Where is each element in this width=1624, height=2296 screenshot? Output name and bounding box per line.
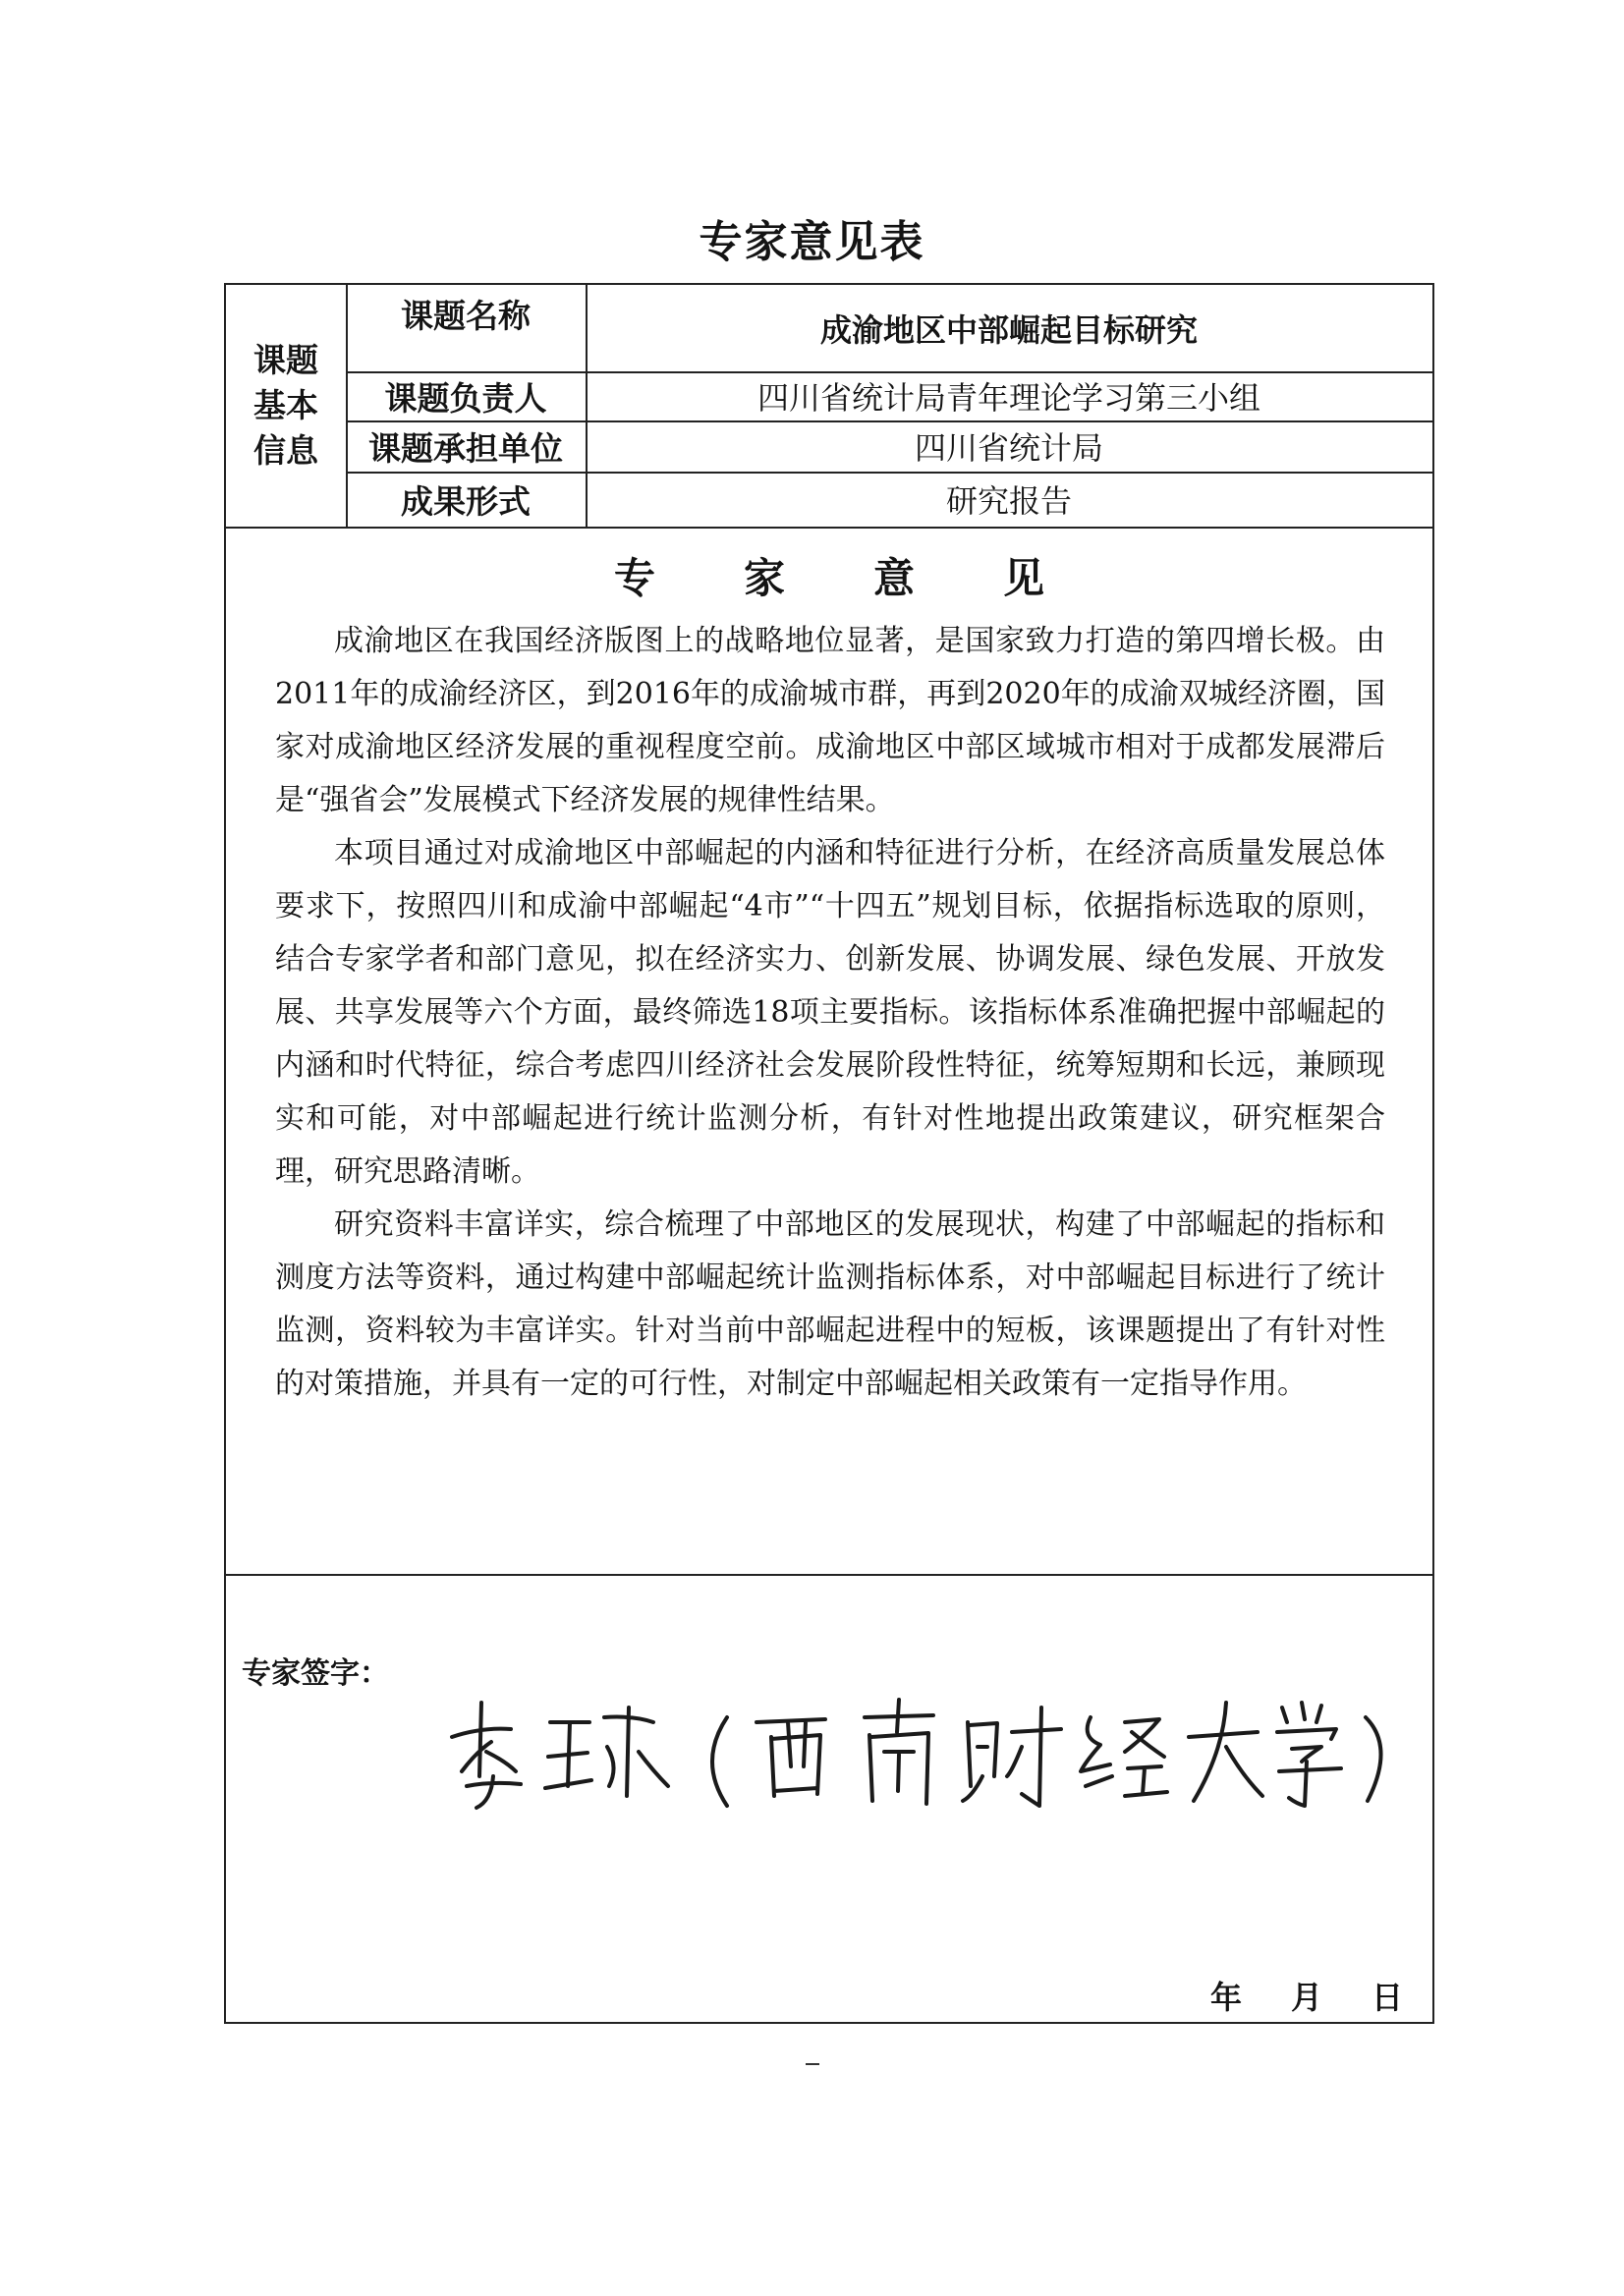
date-month-label: 月 xyxy=(1290,1979,1322,2016)
document-title: 专家意见表 xyxy=(699,217,925,267)
topic-unit-label xyxy=(346,420,586,472)
handwritten-signature-continued xyxy=(1356,1678,1432,1816)
opinion-body xyxy=(275,615,1385,1411)
result-form-value-text: 研究报告 xyxy=(945,482,1072,520)
topic-name-label-text: 课题名称 xyxy=(401,296,531,335)
topic-name-value-text: 成渝地区中部崛起目标研究 xyxy=(819,311,1198,349)
grid-line xyxy=(226,1574,1432,1576)
result-form-label xyxy=(346,472,586,527)
opinion-paragraph: 成渝地区在我国经济版图上的战略地位显著，是国家致力打造的第四增长极。由2011年的成渝经济区，到2016年的成渝城市群，再到2020年的成渝双城经济圈，国家对成渝地区经济发展的重视程度空前。成渝地区中部区域城市相对于成都发展滞后是“强省会”发展模式下经济发展的规律性结果。 xyxy=(275,624,1385,817)
date-year-label: 年 xyxy=(1209,1979,1242,2016)
topic-unit-value xyxy=(586,420,1432,472)
basic-info-group-label-text: 课题基本信息 xyxy=(253,341,318,470)
topic-leader-value xyxy=(586,371,1432,420)
expert-opinion-form xyxy=(224,283,1434,2024)
topic-unit-label-text: 课题承担单位 xyxy=(368,428,563,468)
date-row xyxy=(1161,1973,1403,2018)
basic-info-group-label xyxy=(226,285,346,527)
topic-name-label xyxy=(346,291,586,336)
topic-unit-value-text: 四川省统计局 xyxy=(914,429,1103,467)
result-form-value xyxy=(586,472,1432,527)
topic-name-value xyxy=(586,285,1432,371)
opinion-paragraph: 本项目通过对成渝地区中部崛起的内涵和特征进行分析，在经济高质量发展总体要求下，按照四川和成渝中部崛起“4市”“十四五”规划目标，依据指标选取的原则，结合专家学者和部门意见，拟在经济实力、创新发展、协调发展、绿色发展、开放发展、共享发展等六个方面，最终筛选18项主要指标。该指标体系准确把握中部崛起的内涵和时代特征，综合考虑四川经济社会发展阶段性特征，统筹短期和长远，兼顾现实和可能，对中部崛起进行统计监测分析，有针对性地提出政策建议，研究框架合理，研究思路清晰。 xyxy=(275,836,1385,1189)
topic-leader-label-text: 课题负责人 xyxy=(384,378,547,418)
handwritten-signature xyxy=(432,1678,1356,1816)
page-mark xyxy=(806,2063,819,2065)
signature-label: 专家签字： xyxy=(242,1656,389,1691)
result-form-label-text: 成果形式 xyxy=(401,481,531,521)
date-day-label: 日 xyxy=(1371,1979,1403,2016)
opinion-paragraph: 研究资料丰富详实，综合梳理了中部地区的发展现状，构建了中部崛起的指标和测度方法等资料，通过构建中部崛起统计监测指标体系，对中部崛起目标进行了统计监测，资料较为丰富详实。针对当前中部崛起进程中的短板，该课题提出了有针对性的对策措施，并具有一定的可行性，对制定中部崛起相关政策有一定指导作用。 xyxy=(275,1207,1385,1401)
topic-leader-label xyxy=(346,371,586,420)
opinion-section xyxy=(226,527,1432,1574)
opinion-heading: 专家意见 xyxy=(613,554,1133,602)
topic-leader-value-text: 四川省统计局青年理论学习第三小组 xyxy=(756,379,1260,417)
